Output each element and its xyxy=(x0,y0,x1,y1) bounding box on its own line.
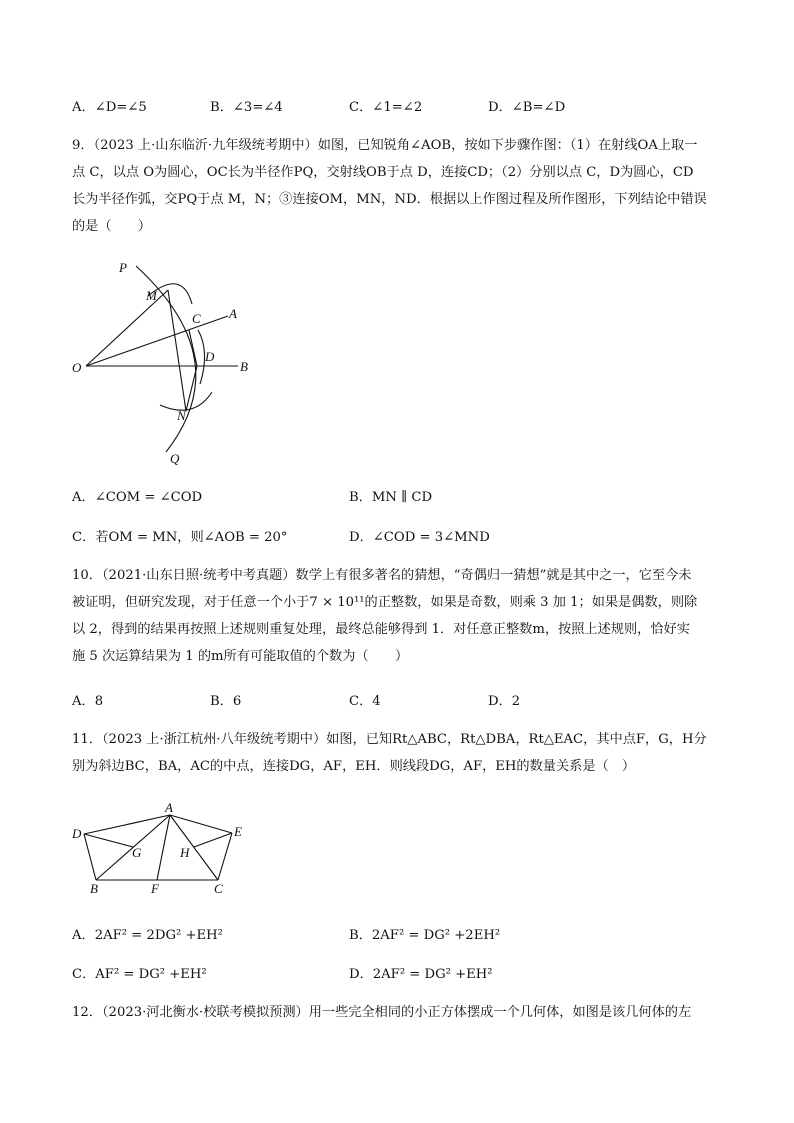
label-a2: A xyxy=(165,800,173,815)
q10-option-b: B．6 xyxy=(210,694,242,709)
q11-option-b: B．2AF² = DG² +2EH² xyxy=(349,928,501,943)
segment-ec xyxy=(218,833,232,880)
segment-eh xyxy=(194,833,232,847)
q8-option-d: D．∠B=∠D xyxy=(488,100,566,115)
q9-line-3: 长为半径作弧，交PQ于点 M，N；③连接OM，MN，ND．根据以上作图过程及所作图形，下列结论中错误 xyxy=(72,192,707,207)
q10-line-4: 施 5 次运算结果为 1 的m所有可能取值的个数为（ ） xyxy=(72,649,409,664)
label-b2: B xyxy=(90,881,98,896)
label-h2: H xyxy=(180,845,190,860)
q9-option-d: D．∠COD = 3∠MND xyxy=(349,530,490,545)
q11-option-d: D．2AF² = DG² +EH² xyxy=(349,967,493,982)
q8-option-b: B．∠3=∠4 xyxy=(210,100,283,115)
label-o: O xyxy=(72,360,82,375)
label-b: B xyxy=(240,359,248,374)
segment-ac xyxy=(170,815,218,880)
label-g2: G xyxy=(132,845,142,860)
q12-line-1: 12．（2023·河北衡水·校联考模拟预测）用一些完全相同的小正方体摆成一个几何体，如图是该几何体的左 xyxy=(72,1005,692,1020)
label-f2: F xyxy=(151,881,159,896)
segment-da xyxy=(84,815,170,834)
q8-option-c: C．∠1=∠2 xyxy=(349,100,423,115)
label-c2: C xyxy=(214,881,223,896)
label-d2: D xyxy=(72,826,82,841)
q10-option-a: A．8 xyxy=(72,694,104,709)
segment-ae xyxy=(170,815,232,833)
label-d: D xyxy=(205,349,215,364)
q9-line-4: 的是（ ） xyxy=(72,219,152,234)
q11-line-1: 11．（2023 上·浙江杭州·八年级统考期中）如图，已知Rt△ABC，Rt△DBA，Rt△EAC，其中点F，G，H分 xyxy=(72,732,707,747)
q9-line-1: 9．（2023 上·山东临沂·九年级统考期中）如图，已知锐角∠AOB，按如下步骤作图：（1）在射线OA上取一 xyxy=(72,138,698,153)
q11-option-c: C．AF² = DG² +EH² xyxy=(72,967,207,982)
label-e2: E xyxy=(234,824,242,839)
q11-option-a: A．2AF² = 2DG² +EH² xyxy=(72,928,223,943)
q9-line-2: 点 C，以点 O为圆心，OC长为半径作PQ，交射线OB于点 D，连接CD；（2）分别以点 C，D为圆心，CD xyxy=(72,165,694,180)
q10-option-c: C．4 xyxy=(349,694,381,709)
label-n: N xyxy=(177,408,186,423)
q9-option-c: C．若OM = MN，则∠AOB = 20° xyxy=(72,530,288,545)
q10-line-3: 以 2，得到的结果再按照上述规则重复处理，最终总能够得到 1．对任意正整数m，按照上述规则，恰好实 xyxy=(72,622,690,637)
label-a: A xyxy=(229,306,237,321)
label-c: C xyxy=(192,311,201,326)
q8-option-a: A．∠D=∠5 xyxy=(72,100,147,115)
segment-db xyxy=(84,834,96,880)
q10-line-2: 被证明，但研究发现，对于任意一个小于7 × 10¹¹的正整数，如果是奇数，则乘 3 加 1；如果是偶数，则除 xyxy=(72,595,698,610)
label-p: P xyxy=(119,260,127,275)
q10-option-d: D．2 xyxy=(488,694,521,709)
q10-line-1: 10．（2021·山东日照·统考中考真题）数学上有很多著名的猜想，“奇偶归一猜想”就是其中之一，它至今未 xyxy=(72,568,692,583)
segment-dg xyxy=(84,834,133,847)
q11-line-2: 别为斜边BC，BA，AC的中点，连接DG，AF，EH．则线段DG，AF，EH的数量关系是（ ） xyxy=(72,759,636,774)
label-m: M xyxy=(146,288,157,303)
q9-option-b: B．MN ∥ CD xyxy=(349,490,433,505)
q9-option-a: A．∠COM = ∠COD xyxy=(72,490,203,505)
label-q: Q xyxy=(170,451,180,466)
